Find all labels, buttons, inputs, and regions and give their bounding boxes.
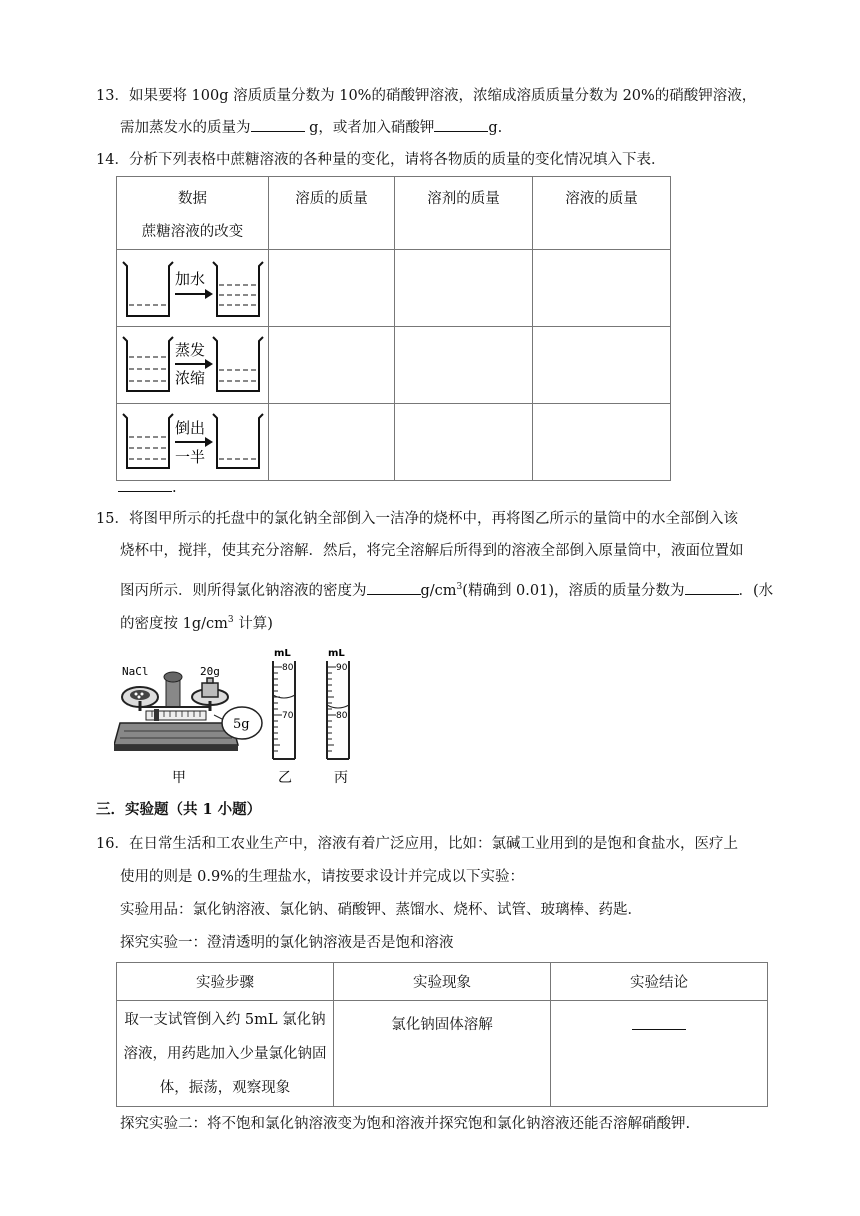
rider-label: 5g	[233, 717, 250, 732]
q16-table	[116, 962, 768, 1107]
q15-text-f: 计算)	[233, 615, 273, 632]
evaporate-diagram	[117, 327, 268, 399]
q16-step-cell	[117, 1001, 334, 1107]
q14-answer-blank[interactable]	[118, 477, 172, 492]
q16-conclusion-blank[interactable]	[632, 1015, 686, 1030]
q14-row-pour-half	[117, 404, 269, 481]
q16-line2: 使用的则是 0.9%的生理盐水，请按要求设计并完成以下实验：	[120, 869, 524, 885]
q15-figure	[114, 645, 374, 790]
cylinder-c-unit: mL	[328, 648, 345, 659]
q16-line5: 探究实验二：将不饱和氯化钠溶液变为饱和溶液并探究饱和氯化钠溶液还能否溶解硝酸钾.	[120, 1116, 691, 1132]
q14-cell[interactable]	[533, 327, 671, 404]
q14-header-solution: 溶液的质量	[533, 177, 671, 250]
q16-step-line: 取一支试管倒入约 5mL 氯化钠	[124, 1012, 326, 1028]
pour-half-diagram	[117, 404, 268, 476]
q15-blank-fraction[interactable]	[685, 580, 739, 595]
q14-cell[interactable]	[395, 404, 533, 481]
q14-cell[interactable]	[395, 327, 533, 404]
q16-step-line: 体，振荡，观察现象	[159, 1080, 291, 1096]
q13-text-a: 需加蒸发水的质量为	[120, 120, 251, 136]
q15-text-e: 的密度按 1g/cm	[120, 615, 228, 632]
q16-line1: 16．在日常生活和工农业生产中，溶液有着广泛应用，比如：氯碱工业用到的是饱和食盐水，医疗上	[96, 836, 738, 852]
q16-header-steps: 实验步骤	[117, 963, 334, 1001]
add-water-label: 加水	[175, 271, 206, 288]
q14-cell[interactable]	[269, 327, 395, 404]
q15-text-d: ．(水	[738, 582, 774, 599]
q13-line1: 13．如果要将 100g 溶质质量分数为 10%的硝酸钾溶液，浓缩成溶质质量分数为 20%的硝酸钾溶液，	[96, 88, 757, 104]
q15-line4-sup: 3	[227, 615, 234, 625]
q15-line1: 15．将图甲所示的托盘中的氯化钠全部倒入一洁净的烧杯中，再将图乙所示的量筒中的水全部倒入该	[96, 511, 738, 527]
q15-unit: g/cm	[420, 582, 457, 599]
half-label: 一半	[175, 449, 206, 466]
cylinder-b-tick-top: 80	[282, 663, 294, 673]
figure-b-caption: 乙	[278, 770, 292, 786]
q16-conclusion-cell[interactable]	[551, 1001, 768, 1107]
q14-stem: 14．分析下列表格中蔗糖溶液的各种量的变化，请将各物质的质量的变化情况填入下表．	[96, 152, 666, 168]
q13-line2	[120, 117, 502, 138]
q14-cell[interactable]	[533, 404, 671, 481]
q15-text-a: 图丙所示．则所得氯化钠溶液的密度为	[120, 582, 367, 599]
section-3-heading: 三．实验题（共 1 小题）	[96, 801, 262, 818]
q14-cell[interactable]	[533, 250, 671, 327]
q14-cell[interactable]	[269, 404, 395, 481]
q14-header-change: 蔗糖溶液的改变	[141, 224, 244, 240]
q16-phenomenon-cell: 氯化钠固体溶解	[334, 1001, 551, 1107]
q15-line4	[120, 610, 273, 634]
cylinder-c-tick-top: 90	[336, 663, 348, 673]
add-water-diagram	[117, 250, 268, 322]
pour-out-label: 倒出	[175, 420, 206, 437]
q13-blank-2[interactable]	[434, 117, 488, 132]
q15-line3	[120, 577, 773, 601]
q14-tail	[118, 477, 177, 498]
q14-row-add-water	[117, 250, 269, 327]
nacl-label: NaCl	[122, 665, 149, 678]
q13-text-c: g.	[488, 120, 503, 136]
q16-line3: 实验用品：氯化钠溶液、氯化钠、硝酸钾、蒸馏水、烧杯、试管、玻璃棒、药匙．	[120, 902, 642, 918]
cylinder-c	[327, 648, 349, 786]
q16-step-line: 溶液，用药匙加入少量氯化钠固	[123, 1046, 327, 1062]
concentrate-label: 浓缩	[175, 370, 206, 387]
q15-blank-density[interactable]	[367, 580, 421, 595]
balance-diagram	[114, 665, 262, 786]
q14-table	[116, 176, 671, 481]
cylinder-b-unit: mL	[274, 648, 291, 659]
q13-text-b: g，或者加入硝酸钾	[304, 120, 435, 136]
q14-header-solute: 溶质的质量	[269, 177, 395, 250]
q15-line2: 烧杯中，搅拌，使其充分溶解．然后，将完全溶解后所得到的溶液全部倒入原量筒中，液面位置如	[120, 543, 744, 559]
q14-row-evaporate	[117, 327, 269, 404]
q14-tail-period: .	[172, 480, 177, 496]
cylinder-c-tick-mid: 80	[336, 711, 348, 721]
q16-header-phenomenon: 实验现象	[334, 963, 551, 1001]
cylinder-b-tick-mid: 70	[282, 711, 294, 721]
cylinder-b	[273, 648, 295, 786]
q15-unit-sup: 3	[456, 582, 463, 592]
q13-blank-1[interactable]	[251, 117, 305, 132]
q14-cell[interactable]	[395, 250, 533, 327]
q16-header-conclusion: 实验结论	[551, 963, 768, 1001]
q14-diag-header	[117, 177, 269, 250]
q14-cell[interactable]	[269, 250, 395, 327]
q14-header-solvent: 溶剂的质量	[395, 177, 533, 250]
evaporate-label: 蒸发	[175, 342, 206, 359]
weight-label: 20g	[200, 665, 220, 678]
q15-text-c: (精确到 0.01)，溶质的质量分数为	[462, 582, 685, 599]
q16-line4: 探究实验一：澄清透明的氯化钠溶液是否是饱和溶液	[120, 935, 454, 951]
figure-c-caption: 丙	[334, 770, 348, 786]
q14-header-data: 数据	[178, 191, 207, 207]
figure-a-caption: 甲	[172, 770, 186, 786]
